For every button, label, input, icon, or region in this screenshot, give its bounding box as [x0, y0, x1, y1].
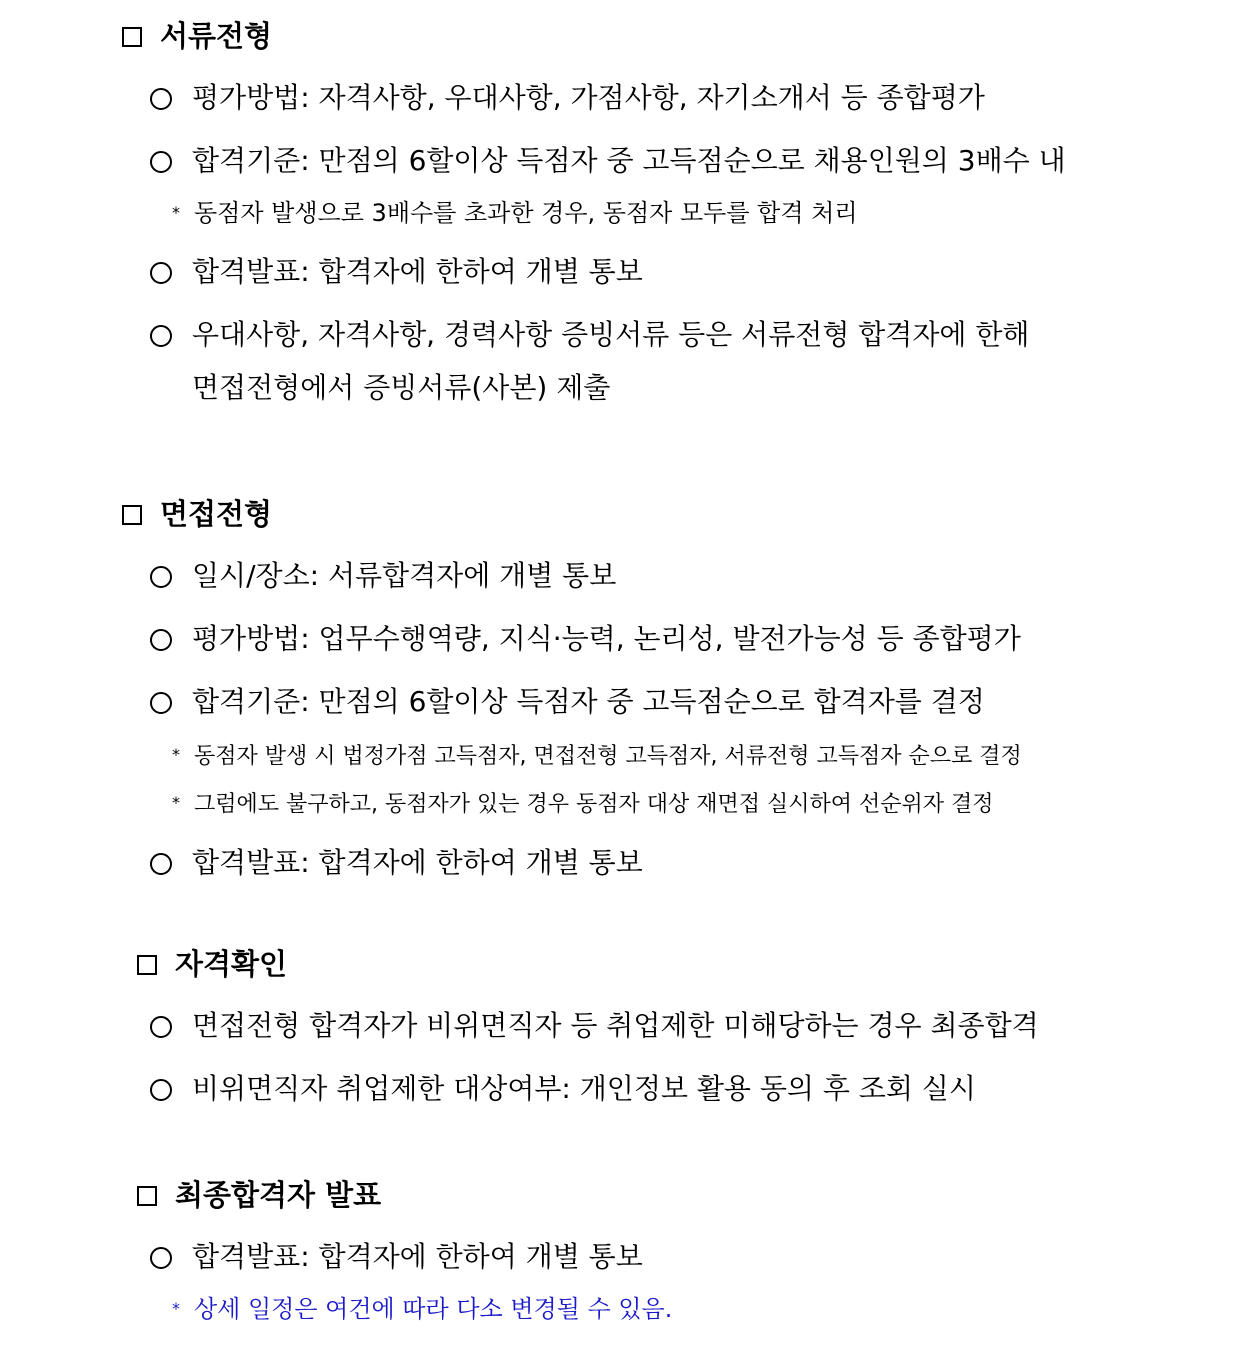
list-item	[150, 1237, 643, 1277]
circle-bullet-icon	[150, 262, 172, 284]
asterisk-icon: *	[172, 745, 180, 764]
checkbox-square-icon	[122, 505, 142, 525]
note-item	[172, 196, 858, 230]
list-item	[150, 141, 1066, 181]
item-text: 합격발표: 합격자에 한하여 개별 통보	[192, 255, 643, 288]
circle-bullet-icon	[150, 1247, 172, 1269]
item-text: 합격발표: 합격자에 한하여 개별 통보	[192, 846, 643, 879]
checkbox-square-icon	[137, 1186, 157, 1206]
circle-bullet-icon	[150, 325, 172, 347]
list-item	[150, 619, 1021, 659]
circle-bullet-icon	[150, 1079, 172, 1101]
asterisk-icon: *	[172, 793, 180, 812]
section-title: 자격확인	[175, 947, 288, 981]
note-text: 상세 일정은 여건에 따라 다소 변경될 수 있음.	[194, 1295, 673, 1323]
note-text: 그럼에도 불구하고, 동점자가 있는 경우 동점자 대상 재면접 실시하여 선순위자 결정	[194, 792, 994, 817]
circle-bullet-icon	[150, 853, 172, 875]
checkbox-square-icon	[122, 27, 142, 47]
note-item-schedule-change	[172, 1292, 672, 1326]
circle-bullet-icon	[150, 692, 172, 714]
list-item	[150, 315, 1029, 355]
section-heading-eligibility-check	[137, 944, 287, 984]
note-item	[172, 786, 994, 822]
item-text: 비위면직자 취업제한 대상여부: 개인정보 활용 동의 후 조회 실시	[192, 1072, 976, 1105]
circle-bullet-icon	[150, 88, 172, 110]
list-item	[150, 252, 643, 292]
checkbox-square-icon	[137, 955, 157, 975]
list-item	[150, 1069, 976, 1109]
item-text: 면접전형 합격자가 비위면직자 등 취업제한 미해당하는 경우 최종합격	[192, 1009, 1039, 1042]
section-title: 최종합격자 발표	[175, 1178, 382, 1212]
circle-bullet-icon	[150, 151, 172, 173]
circle-bullet-icon	[150, 1016, 172, 1038]
asterisk-icon: *	[172, 1299, 180, 1318]
item-text: 우대사항, 자격사항, 경력사항 증빙서류 등은 서류전형 합격자에 한해	[192, 318, 1030, 351]
item-text: 합격기준: 만점의 6할이상 득점자 중 고득점순으로 합격자를 결정	[192, 685, 985, 718]
item-text: 평가방법: 자격사항, 우대사항, 가점사항, 자기소개서 등 종합평가	[192, 81, 985, 114]
list-item	[150, 1006, 1039, 1046]
section-heading-final-announcement	[137, 1175, 381, 1215]
item-text: 평가방법: 업무수행역량, 지식·능력, 논리성, 발전가능성 등 종합평가	[192, 622, 1021, 655]
note-item	[172, 738, 1022, 774]
section-title: 면접전형	[160, 497, 273, 531]
circle-bullet-icon	[150, 566, 172, 588]
item-text: 합격발표: 합격자에 한하여 개별 통보	[192, 1240, 643, 1273]
circle-bullet-icon	[150, 629, 172, 651]
item-text: 일시/장소: 서류합격자에 개별 통보	[192, 559, 617, 592]
item-text: 합격기준: 만점의 6할이상 득점자 중 고득점순으로 채용인원의 3배수 내	[192, 144, 1066, 177]
list-item	[150, 556, 616, 596]
list-item	[150, 682, 985, 722]
note-text: 동점자 발생 시 법정가점 고득점자, 면접전형 고득점자, 서류전형 고득점자 순으로 결정	[194, 744, 1022, 769]
item-continuation: 면접전형에서 증빙서류(사본) 제출	[192, 371, 611, 404]
asterisk-icon: *	[172, 203, 180, 222]
section-heading-interview	[122, 494, 272, 534]
note-text: 동점자 발생으로 3배수를 초과한 경우, 동점자 모두를 합격 처리	[194, 199, 858, 227]
section-heading-document-screening	[122, 16, 272, 56]
list-item	[150, 78, 985, 118]
section-title: 서류전형	[160, 19, 273, 53]
list-item	[150, 843, 643, 883]
